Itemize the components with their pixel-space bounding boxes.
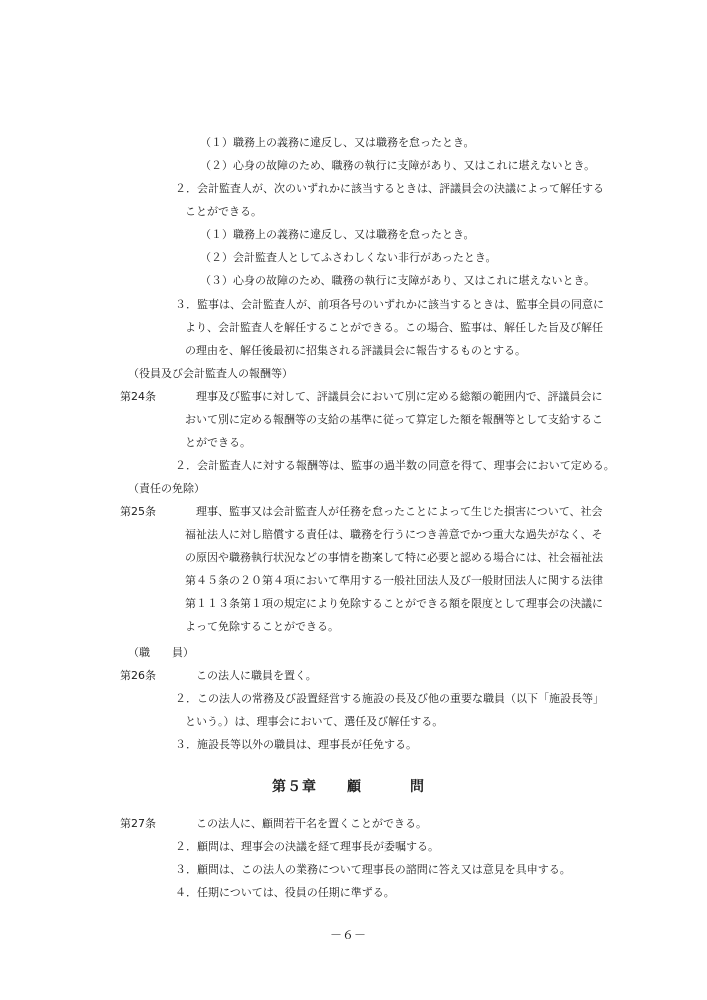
article-number: 第24条 <box>120 390 156 403</box>
text-line: （１）職務上の義務に違反し、又は職務を怠ったとき。 <box>200 136 475 149</box>
text-line: ２．顧問は、理事会の決議を経て理事長が委嘱する。 <box>175 840 439 853</box>
page-number: －６－ <box>330 928 367 942</box>
text-line: ２．この法人の常務及び設置経営する施設の長及び他の重要な職員（以下「施設長等」 <box>175 692 604 705</box>
text-line: 第４５条の２０第４項において準用する一般社団法人及び一般財団法人に関する法律 <box>185 574 603 587</box>
text-line: （１）職務上の義務に違反し、又は職務を怠ったとき。 <box>200 228 475 241</box>
chapter-title <box>272 780 425 794</box>
text-line: （２）会計監査人としてふさわしくない非行があったとき。 <box>200 251 497 264</box>
text-line: の理由を、解任後最初に招集される評議員会に報告するものとする。 <box>185 344 526 357</box>
article-number: 第27条 <box>120 817 156 830</box>
text-line: 理事及び監事に対して、評議員会において別に定める総額の範囲内で、評議員会に <box>196 390 603 403</box>
article-heading: （責任の免除） <box>128 482 205 495</box>
article-heading <box>128 646 194 660</box>
text-line: 第１１３条第１項の規定により免除することができる額を限度として理事会の決議に <box>185 597 603 610</box>
text-line: という。）は、理事会において、選任及び解任する。 <box>185 715 444 728</box>
text-line: ３．監事は、会計監査人が、前項各号のいずれかに該当するときは、監事全員の同意に <box>175 298 604 311</box>
text-line: 理事、監事又は会計監査人が任務を怠ったことによって生じた損害について、社会 <box>196 505 603 518</box>
text-line: この法人に、顧問若干名を置くことができる。 <box>196 817 427 830</box>
text-line: この法人に職員を置く。 <box>196 669 317 682</box>
text-line: 福祉法人に対し賠償する責任は、職務を行うにつき善意でかつ重大な過失がなく、そ <box>185 528 603 541</box>
text-line: よって免除することができる。 <box>185 620 339 633</box>
text-line: とができる。 <box>185 436 251 449</box>
text-line: ３．施設長等以外の職員は、理事長が任免する。 <box>175 738 417 751</box>
text-line: おいて別に定める報酬等の支給の基準に従って算定した額を報酬等として支給するこ <box>185 413 603 426</box>
chapter-label: 第５章 <box>272 779 317 795</box>
heading-open: （職 <box>128 646 150 659</box>
article-number: 第26条 <box>120 669 156 682</box>
chapter-title-part1: 顧 <box>347 779 362 795</box>
text-line: ３．顧問は、この法人の業務について理事長の諮問に答え又は意見を具申する。 <box>175 863 571 876</box>
text-line: ２．会計監査人に対する報酬等は、監事の過半数の同意を得て、理事会において定める。 <box>175 459 615 472</box>
text-line: ことができる。 <box>185 205 262 218</box>
article-heading: （役員及び会計監査人の報酬等） <box>128 367 293 380</box>
text-line: ２．会計監査人が、次のいずれかに該当するときは、評議員会の決議によって解任する <box>175 182 604 195</box>
text-line: （２）心身の故障のため、職務の執行に支障があり、又はこれに堪えないとき。 <box>200 159 596 172</box>
heading-close: 員） <box>172 646 194 659</box>
chapter-title-part2: 問 <box>410 779 425 795</box>
text-line: の原因や職務執行状況などの事情を勘案して特に必要と認める場合には、社会福祉法 <box>185 551 603 564</box>
text-line: ４．任期については、役員の任期に準ずる。 <box>175 886 395 899</box>
article-number: 第25条 <box>120 505 156 518</box>
text-line: より、会計監査人を解任することができる。この場合、監事は、解任した旨及び解任 <box>185 321 603 334</box>
text-line: （３）心身の故障のため、職務の執行に支障があり、又はこれに堪えないとき。 <box>200 274 596 287</box>
